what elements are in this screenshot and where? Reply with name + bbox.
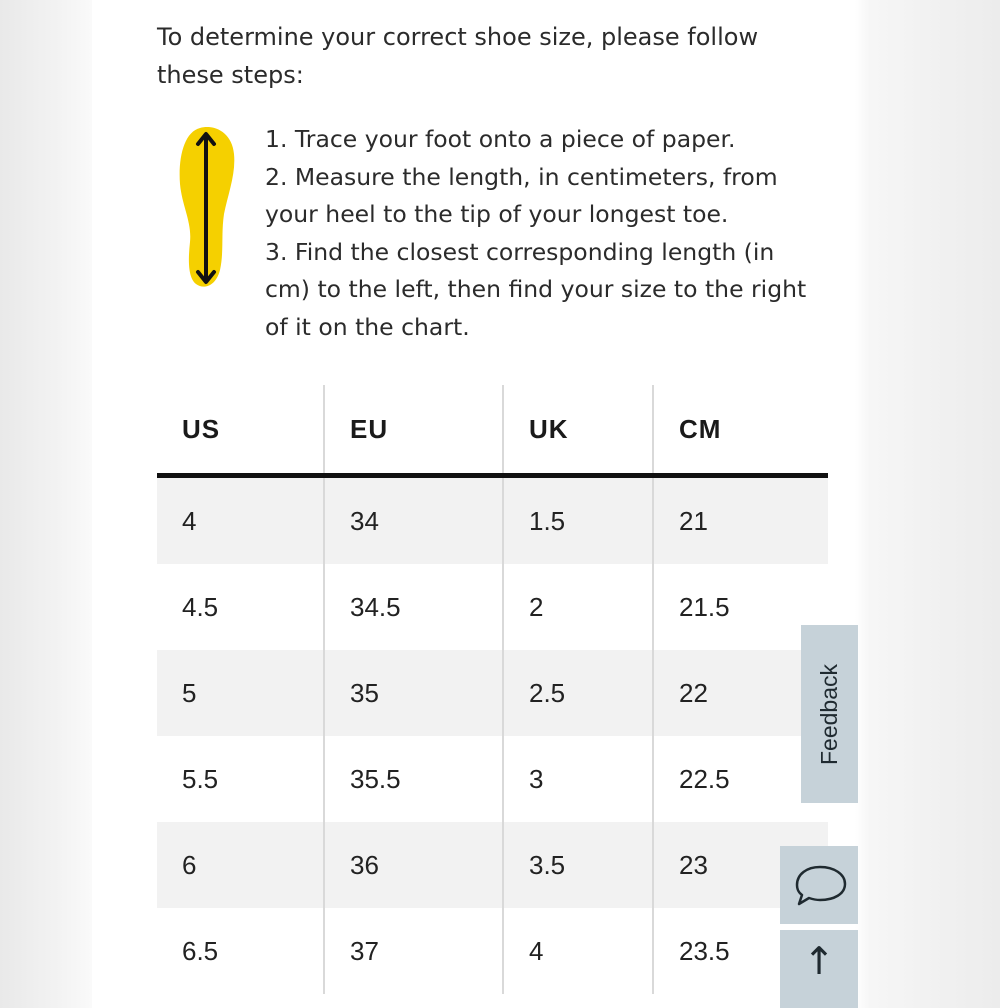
step-3: 3. Find the closest corresponding length (in cm) to the left, then find your size to the right of it on the chart. bbox=[265, 237, 807, 341]
table-row bbox=[157, 736, 828, 822]
step-2: 2. Measure the length, in centimeters, from your heel to the tip of your longest toe. bbox=[265, 162, 778, 228]
cell-eu: 35.5 bbox=[324, 736, 503, 822]
instruction-steps bbox=[265, 121, 825, 346]
column-header-us: US bbox=[157, 385, 324, 476]
cell-cm: 23.5 bbox=[653, 908, 828, 994]
step-1: 1. Trace your foot onto a piece of paper. bbox=[265, 125, 736, 153]
cell-eu: 36 bbox=[324, 822, 503, 908]
cell-uk: 2 bbox=[503, 564, 653, 650]
table-header-row bbox=[157, 385, 828, 476]
cell-uk: 1.5 bbox=[503, 476, 653, 565]
cell-us: 6 bbox=[157, 822, 324, 908]
cell-eu: 37 bbox=[324, 908, 503, 994]
cell-us: 5 bbox=[157, 650, 324, 736]
cell-us: 6.5 bbox=[182, 935, 219, 966]
cell-cm: 22 bbox=[653, 650, 828, 736]
chat-button[interactable] bbox=[780, 846, 858, 924]
foot-measure-icon bbox=[174, 122, 238, 292]
cell-cm: 21.5 bbox=[653, 564, 828, 650]
cell-cm: 23 bbox=[653, 822, 828, 908]
table-row bbox=[157, 822, 828, 908]
column-header-uk: UK bbox=[503, 385, 653, 476]
cell-us: 4.5 bbox=[182, 591, 219, 622]
cell-us: 5.5 bbox=[182, 763, 219, 794]
speech-bubble-icon bbox=[789, 863, 849, 907]
scroll-to-top-button[interactable] bbox=[780, 930, 858, 1008]
cell-uk: 2.5 bbox=[503, 650, 653, 736]
intro-text: To determine your correct shoe size, please follow these steps: bbox=[157, 23, 759, 89]
feedback-tab-button[interactable] bbox=[801, 625, 858, 803]
cell-eu: 35 bbox=[324, 650, 503, 736]
cell-uk: 3 bbox=[503, 736, 653, 822]
cell-uk: 3.5 bbox=[503, 822, 653, 908]
table-row bbox=[157, 564, 828, 650]
feedback-label: Feedback bbox=[816, 663, 843, 765]
table-row bbox=[157, 476, 828, 565]
cell-cm: 22.5 bbox=[653, 736, 828, 822]
cell-cm: 21 bbox=[653, 476, 828, 565]
size-chart-table bbox=[157, 385, 828, 994]
table-row bbox=[157, 908, 828, 994]
cell-eu: 34.5 bbox=[324, 564, 503, 650]
arrow-up-icon: ↑ bbox=[803, 939, 835, 983]
cell-eu: 34 bbox=[324, 476, 503, 565]
cell-uk: 4 bbox=[503, 908, 653, 994]
column-header-eu: EU bbox=[324, 385, 503, 476]
cell-us: 4 bbox=[157, 476, 324, 565]
table-row bbox=[157, 650, 828, 736]
column-header-cm: CM bbox=[653, 385, 828, 476]
